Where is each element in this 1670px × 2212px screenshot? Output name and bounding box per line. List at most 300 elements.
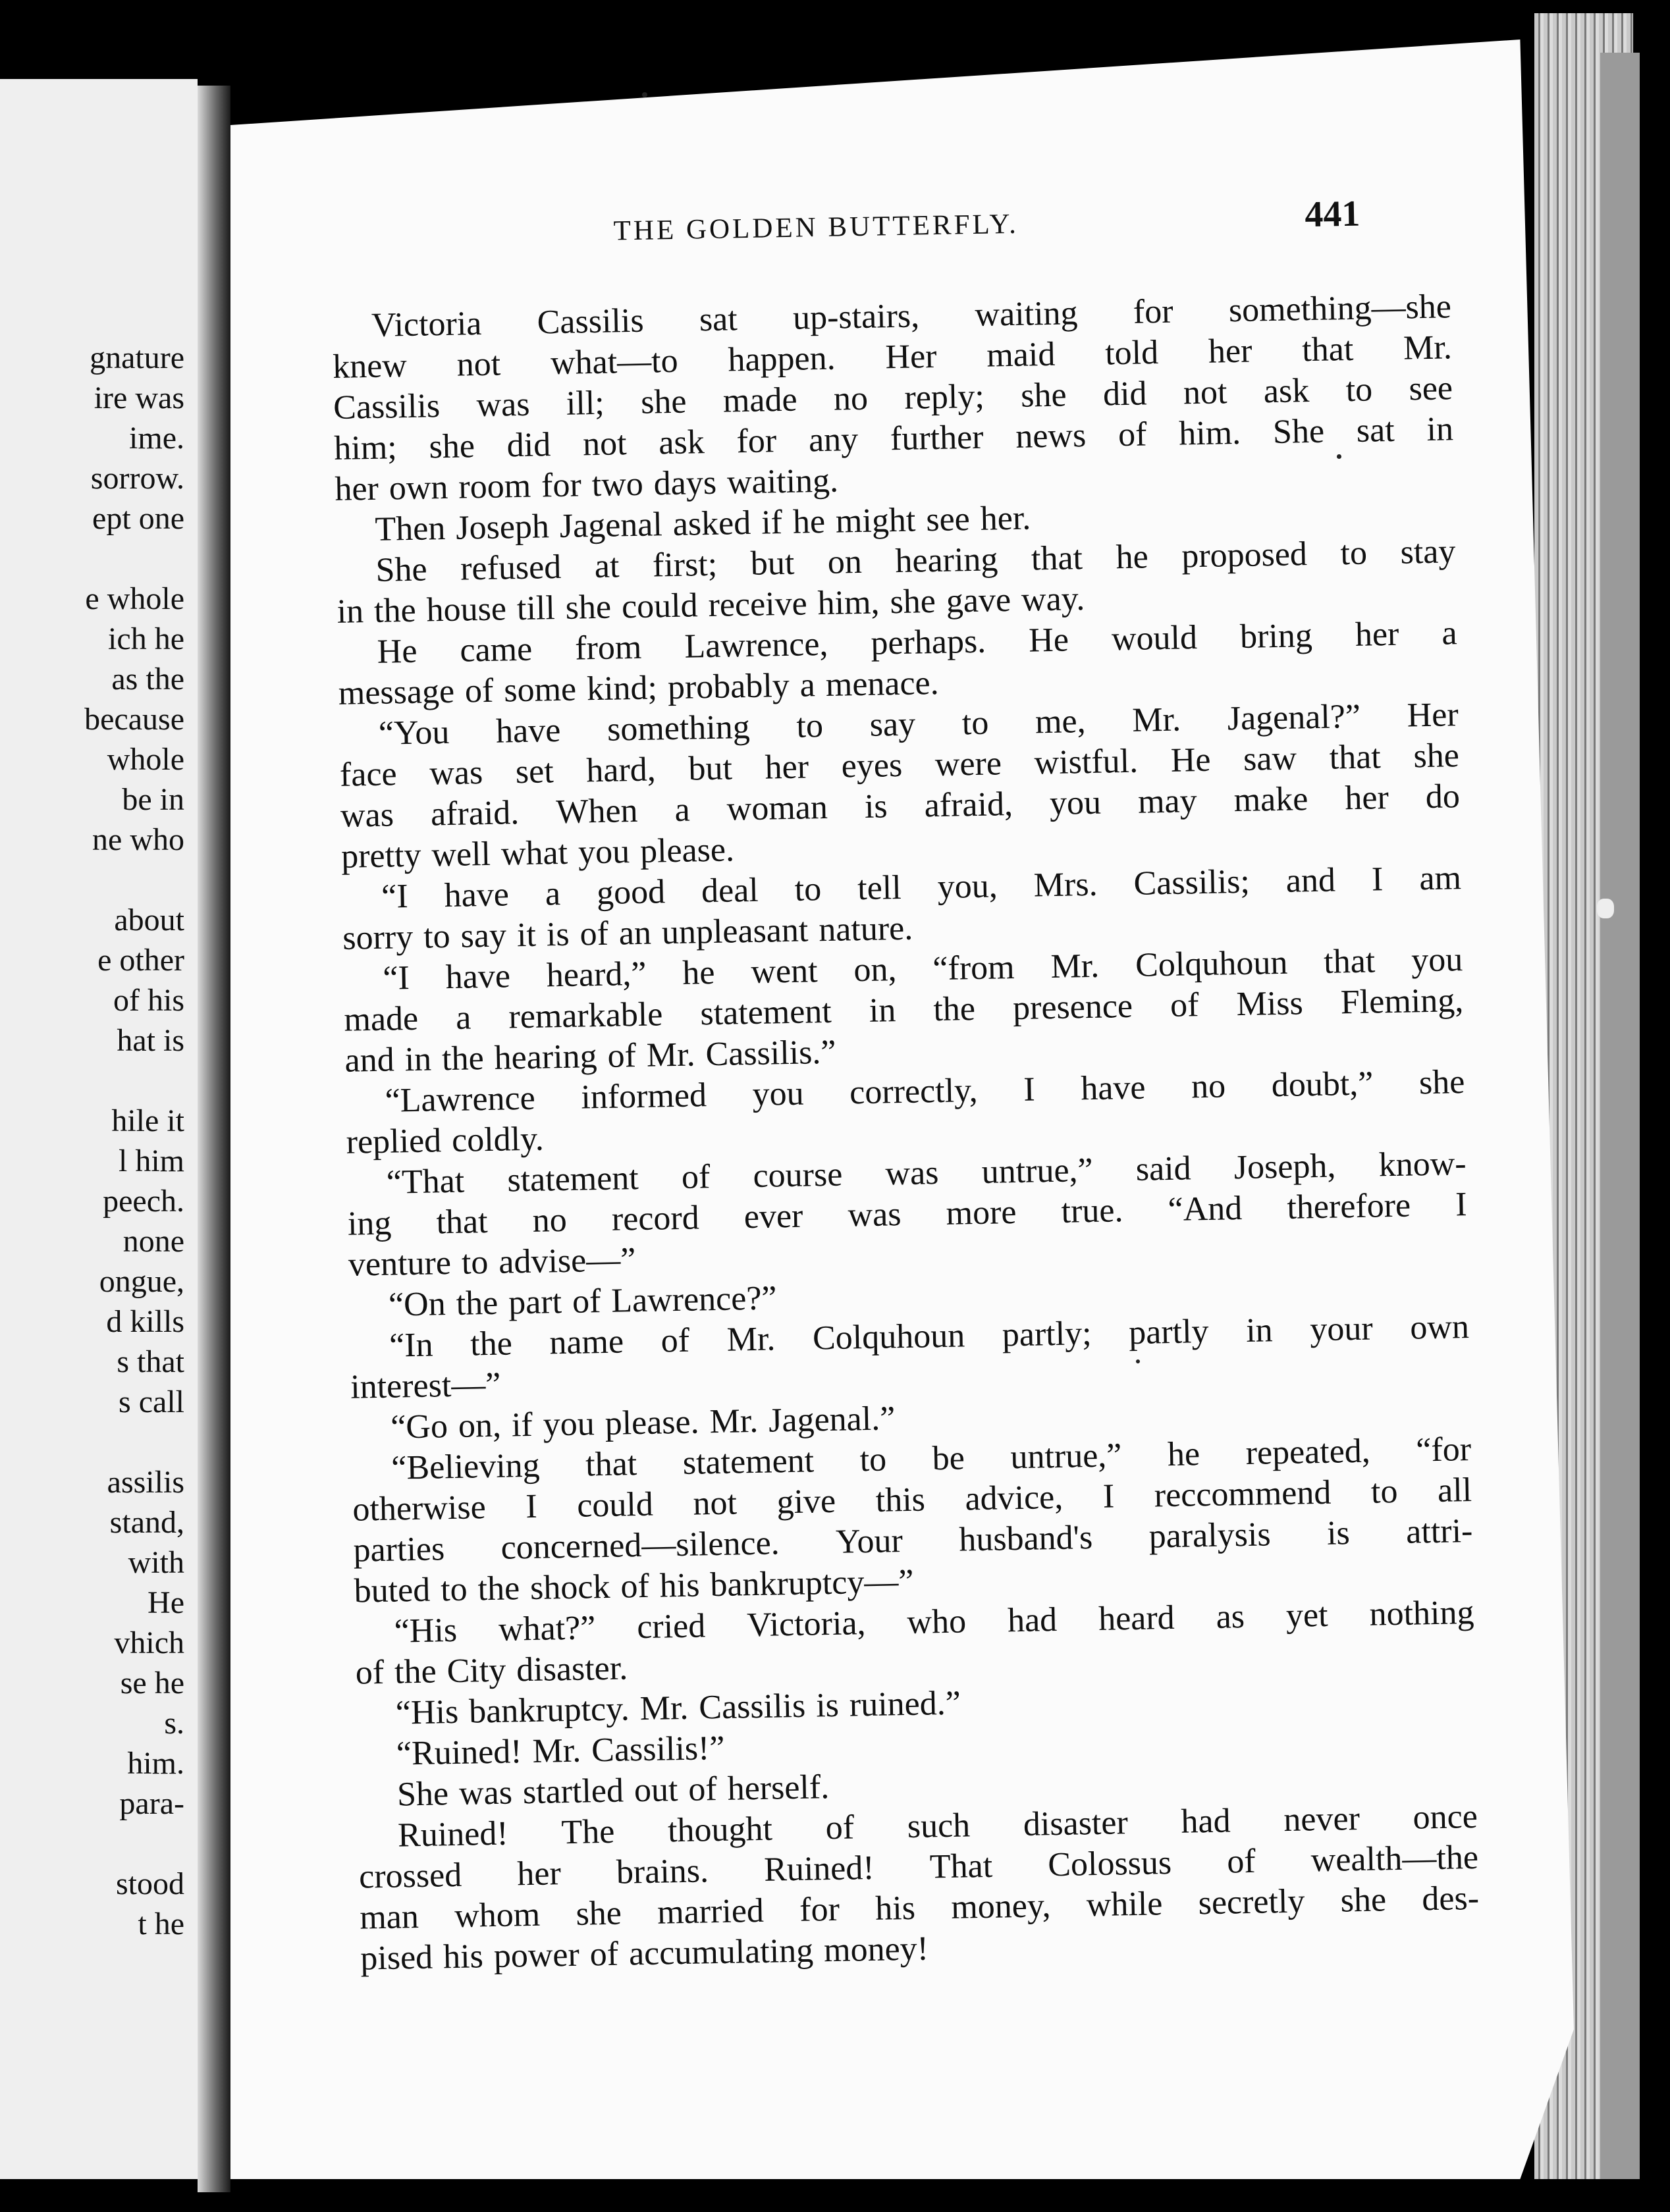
word: he	[792, 502, 826, 541]
left-page-line: ich he	[108, 621, 184, 656]
word: unpleasant	[661, 911, 809, 952]
word: something	[606, 708, 751, 749]
word: He	[1170, 741, 1211, 779]
word: am	[1418, 859, 1462, 898]
word: power	[493, 1936, 580, 1976]
left-page-line: s that	[117, 1344, 184, 1379]
word: you	[578, 833, 630, 872]
word: he	[1116, 538, 1149, 577]
word: thought	[667, 1810, 773, 1850]
word: her	[765, 748, 809, 787]
word: while	[1086, 1885, 1163, 1924]
word: ask	[1263, 372, 1310, 411]
running-head: THE GOLDEN BUTTERFLY.	[613, 208, 1019, 247]
word: something—she	[1228, 288, 1452, 330]
word: Colossus	[1047, 1844, 1172, 1884]
word: say	[460, 916, 507, 955]
word: sorry	[342, 918, 414, 957]
word: of	[620, 1567, 650, 1606]
word: He	[1028, 621, 1069, 660]
word: “That	[386, 1162, 465, 1201]
word: was	[476, 385, 530, 425]
word: Victoria,	[746, 1604, 866, 1645]
word: but	[750, 544, 795, 583]
word: the	[477, 1569, 520, 1608]
word: in	[1426, 410, 1454, 448]
word: stay	[1400, 533, 1456, 571]
word: was	[429, 754, 483, 793]
body-text	[331, 283, 1480, 1976]
word: nothing	[1369, 1593, 1474, 1633]
word: cried	[636, 1607, 706, 1646]
word: could	[576, 1485, 654, 1525]
word: afraid.	[430, 794, 520, 833]
word: Cassilis.”	[705, 1033, 836, 1074]
word: that	[436, 1203, 489, 1242]
word: nature.	[818, 909, 913, 949]
word: such	[907, 1806, 971, 1846]
left-page-line: se he	[120, 1666, 184, 1700]
word: therefore	[1286, 1186, 1411, 1226]
word: please.	[639, 831, 735, 870]
word: remarkable	[508, 995, 663, 1036]
word: message	[338, 672, 455, 712]
word: presence	[1012, 987, 1133, 1028]
word: but	[687, 749, 733, 788]
word: face	[339, 755, 398, 794]
word: me,	[1035, 702, 1087, 741]
word: Mrs.	[1033, 865, 1098, 905]
word: replied	[346, 1122, 442, 1161]
word: interest—”	[350, 1365, 501, 1406]
word: more	[946, 1194, 1017, 1232]
word: receive	[708, 585, 808, 625]
word: course	[753, 1155, 843, 1195]
word: some	[503, 670, 577, 710]
left-page-line: as the	[111, 662, 184, 697]
word: proposed	[1181, 535, 1308, 575]
word: advise—”	[498, 1241, 636, 1281]
word: made	[722, 381, 798, 420]
word: did	[1102, 375, 1147, 413]
word: Lawrence,	[684, 625, 828, 666]
word: not	[1183, 373, 1227, 412]
word: in	[404, 1040, 432, 1079]
word: that	[1301, 330, 1354, 369]
word: money!	[823, 1930, 929, 1970]
word: out	[633, 1771, 678, 1810]
word: not	[582, 425, 627, 463]
word: ever	[743, 1197, 803, 1236]
word: untrue,”	[981, 1151, 1094, 1191]
word: reccommend	[1154, 1473, 1332, 1515]
word: please.	[605, 1403, 700, 1442]
word: she	[565, 588, 612, 627]
word: That	[929, 1847, 993, 1886]
word: him;	[333, 429, 398, 467]
word: you	[1049, 783, 1102, 823]
left-page-line: ongue,	[99, 1264, 184, 1299]
word: it	[516, 916, 537, 955]
word: woman	[726, 788, 828, 828]
word: untrue,”	[1010, 1436, 1122, 1477]
word: sat	[1356, 411, 1395, 450]
word: deal	[701, 871, 759, 910]
word: disaster	[1023, 1804, 1129, 1843]
left-page-line: be in	[122, 782, 184, 817]
word: I	[525, 1487, 538, 1526]
word: Her	[1407, 696, 1459, 735]
word: Mr.	[709, 1402, 759, 1441]
word: tell	[857, 869, 902, 908]
word: him,	[817, 583, 880, 623]
page-number: 441	[1304, 193, 1360, 236]
word: Joseph,	[1233, 1147, 1336, 1187]
word: She	[375, 550, 428, 589]
word: Then	[375, 510, 446, 548]
left-page-line: t he	[138, 1907, 184, 1941]
scan-speck	[1597, 899, 1614, 918]
word: Jagenal?”	[1227, 697, 1361, 738]
word: the	[470, 1325, 513, 1363]
word: any	[808, 421, 859, 460]
word: She	[396, 1775, 449, 1814]
word: man	[359, 1898, 419, 1937]
word: knew	[332, 346, 408, 386]
left-page-line: peech.	[103, 1184, 184, 1219]
word: you,	[937, 867, 998, 907]
word: secretly	[1198, 1882, 1305, 1922]
word: his	[659, 1566, 700, 1605]
word: money,	[950, 1887, 1051, 1926]
scan-speck	[642, 92, 647, 97]
word: for	[736, 422, 777, 461]
word: kind;	[586, 669, 658, 708]
word: she	[890, 583, 936, 621]
word: to	[1340, 534, 1368, 573]
word: correctly,	[849, 1072, 979, 1112]
word: Lawrence?”	[610, 1279, 777, 1320]
word: record	[611, 1199, 700, 1238]
word: he	[1167, 1435, 1200, 1474]
left-page-line: s call	[119, 1384, 184, 1419]
word: disaster.	[516, 1649, 628, 1689]
left-page-line: hat is	[117, 1023, 184, 1058]
word: had	[1181, 1802, 1231, 1841]
word: her	[1344, 779, 1389, 818]
word: yet	[1285, 1596, 1329, 1635]
word: informed	[580, 1076, 707, 1117]
word: name	[549, 1323, 624, 1362]
word: you	[1411, 941, 1463, 980]
word: a	[1441, 614, 1457, 652]
word: on	[827, 542, 863, 581]
word: all	[1437, 1471, 1472, 1510]
word: she	[429, 427, 475, 466]
left-page-line: ime.	[129, 421, 184, 456]
word: paralysis	[1148, 1515, 1272, 1556]
word: Cassilis	[333, 387, 441, 427]
word: of	[681, 1158, 711, 1196]
word: made	[344, 999, 419, 1039]
word: “Lawrence	[385, 1079, 536, 1120]
left-page-line: He	[148, 1585, 184, 1620]
word: own	[1409, 1308, 1470, 1347]
word: her	[516, 1855, 562, 1893]
word: “His	[394, 1611, 458, 1650]
word: is	[864, 787, 888, 826]
word: of	[464, 672, 494, 710]
word: what—to	[550, 342, 679, 382]
left-page-line: e whole	[85, 581, 184, 616]
word: on,	[458, 1406, 502, 1445]
word: Colquhoun	[1135, 943, 1288, 984]
word: “And	[1168, 1190, 1243, 1229]
word: could	[621, 587, 699, 626]
word: “Believing	[391, 1446, 541, 1487]
left-page-line: stood	[115, 1866, 184, 1901]
word: to	[440, 1570, 468, 1609]
book-cover-edge	[1600, 53, 1640, 2179]
word: ask	[658, 423, 705, 462]
word: till	[516, 589, 556, 628]
word: des-	[1421, 1879, 1480, 1918]
word: might	[835, 501, 916, 540]
word: “I	[381, 878, 409, 916]
word: once	[1413, 1797, 1478, 1837]
word: repeated,	[1245, 1432, 1371, 1473]
word: he	[682, 953, 715, 992]
word: see	[925, 500, 971, 539]
word: wistful.	[1034, 742, 1139, 782]
word: Colquhoun	[812, 1317, 965, 1357]
word: to	[1370, 1472, 1398, 1511]
left-page-line: him.	[127, 1746, 184, 1781]
book-gutter	[198, 86, 230, 2192]
word: the	[932, 990, 976, 1029]
word: is	[815, 1686, 840, 1725]
word: an	[618, 914, 652, 953]
word: she	[1418, 1063, 1465, 1102]
word: not	[456, 345, 501, 384]
word: Miss	[1236, 984, 1304, 1024]
word: When	[555, 791, 639, 831]
word: no	[1191, 1067, 1226, 1106]
word: she	[576, 1894, 622, 1933]
word: happen.	[727, 339, 836, 379]
word: and	[344, 1041, 395, 1080]
word: venture	[348, 1244, 452, 1284]
word: statement	[506, 1159, 639, 1199]
word: went	[750, 952, 819, 991]
word: statement	[699, 992, 832, 1033]
word: to	[859, 1440, 887, 1479]
word: say	[869, 705, 916, 744]
word: if	[511, 1406, 533, 1444]
word: hearing	[494, 1038, 598, 1077]
word: buted	[354, 1571, 431, 1610]
word: partly	[1128, 1312, 1210, 1352]
word: no	[833, 379, 869, 418]
word: house	[426, 590, 507, 629]
word: I	[1023, 1070, 1036, 1109]
word: was	[340, 796, 394, 835]
word: otherwise	[352, 1488, 487, 1529]
left-page-line: e other	[97, 943, 184, 978]
word: was	[885, 1154, 939, 1193]
word: his	[443, 1937, 484, 1976]
word: to	[461, 1244, 489, 1282]
word: ruined.”	[849, 1684, 961, 1724]
word: a	[674, 791, 691, 829]
left-page-line: none	[122, 1224, 184, 1259]
word: to	[423, 917, 451, 956]
word: pised	[360, 1938, 433, 1978]
word: herself.	[727, 1768, 830, 1808]
scan-speck	[1337, 454, 1341, 459]
word: Mr.	[1131, 700, 1181, 739]
word: see	[1409, 369, 1453, 408]
word: afraid,	[924, 785, 1013, 825]
word: parties	[353, 1530, 445, 1569]
word: hard,	[585, 750, 657, 790]
word: her.	[980, 499, 1031, 538]
word: never	[1283, 1800, 1360, 1839]
word: do	[1425, 777, 1461, 816]
word: she	[1340, 1881, 1387, 1920]
word: and	[1285, 861, 1336, 900]
word: of	[589, 1935, 619, 1974]
word: Mr.	[726, 1320, 776, 1359]
word: Cassilis	[537, 302, 645, 342]
word: “His	[395, 1693, 459, 1732]
word: to	[1345, 371, 1373, 409]
word: Mr.	[532, 1731, 581, 1770]
word: did	[506, 426, 551, 465]
word: startled	[522, 1772, 624, 1812]
word: the	[373, 591, 417, 630]
word: to	[961, 704, 989, 743]
word: have	[495, 712, 561, 750]
word: I	[1371, 860, 1384, 899]
left-page-line: sorrow.	[90, 461, 184, 496]
word: wealth—the	[1310, 1838, 1479, 1880]
word: married	[657, 1891, 765, 1932]
word: I	[1455, 1186, 1468, 1224]
word: a	[545, 875, 561, 913]
word: heard	[1098, 1598, 1175, 1638]
word: may	[1137, 782, 1198, 821]
word: advice,	[965, 1478, 1064, 1518]
word: good	[596, 873, 666, 912]
word: maid	[986, 335, 1056, 375]
left-page-line: l him	[118, 1144, 184, 1178]
word: have	[1080, 1068, 1146, 1108]
word: that	[1031, 539, 1083, 578]
left-page-line: ire was	[94, 381, 184, 415]
word: days	[653, 463, 717, 503]
scan-speck	[1136, 1359, 1140, 1363]
word: that	[1329, 738, 1382, 777]
word: had	[1007, 1601, 1058, 1640]
word: Cassilis;	[1133, 862, 1251, 903]
word: of	[1226, 1842, 1256, 1881]
left-page-line: ne who	[92, 822, 184, 857]
word: “from	[932, 949, 1015, 988]
word: your	[1309, 1309, 1374, 1349]
word: for	[799, 1890, 840, 1929]
word: her	[334, 469, 379, 508]
word: told	[1104, 334, 1159, 373]
word: you	[752, 1074, 805, 1113]
word: husband's	[958, 1519, 1093, 1559]
word: her	[1355, 615, 1399, 654]
word: Victoria	[371, 305, 482, 344]
word: the	[394, 1652, 437, 1691]
word: “Ruined!	[396, 1733, 523, 1773]
word: Her	[884, 337, 937, 377]
word: bankruptcy.	[468, 1690, 630, 1731]
word: if	[761, 504, 783, 542]
word: no	[532, 1201, 568, 1240]
word: own	[389, 468, 448, 508]
word: well	[431, 835, 491, 874]
word: menace.	[825, 664, 940, 704]
word: bankruptcy—”	[709, 1562, 914, 1604]
left-page-line: vhich	[114, 1625, 184, 1660]
word: to	[795, 707, 824, 745]
word: Your	[835, 1522, 903, 1561]
word: first;	[652, 545, 718, 585]
word: the	[441, 1040, 485, 1078]
word: of	[355, 1653, 385, 1692]
word: waiting.	[726, 461, 839, 502]
word: eyes	[841, 746, 903, 785]
word: shock	[529, 1567, 610, 1607]
word: Ruined!	[397, 1814, 509, 1855]
word: Mr.	[1403, 329, 1453, 367]
word: is	[546, 915, 570, 954]
word: The	[560, 1812, 615, 1852]
word: He	[377, 632, 418, 671]
word: heard,”	[546, 955, 647, 995]
word: of	[687, 1770, 718, 1808]
word: her	[1208, 332, 1252, 371]
word: doubt,”	[1271, 1065, 1374, 1105]
left-page-line: whole	[107, 742, 184, 777]
word: waiting	[975, 294, 1078, 334]
word: that	[585, 1445, 637, 1484]
word: of	[825, 1808, 855, 1847]
word: him.	[1178, 413, 1241, 453]
word: refused	[460, 548, 562, 588]
word: ing	[347, 1204, 392, 1243]
word: to	[794, 870, 822, 908]
left-page-line: hile it	[111, 1103, 184, 1138]
left-page-line: gnature	[90, 340, 184, 375]
word: partly;	[1002, 1315, 1092, 1354]
word: of	[579, 914, 609, 953]
word: probably	[667, 666, 790, 707]
word: accumulating	[628, 1932, 814, 1973]
left-page-line: stand,	[109, 1505, 184, 1540]
word: attri-	[1405, 1512, 1473, 1551]
word: whom	[454, 1895, 541, 1936]
word: have	[445, 957, 511, 997]
left-page	[0, 79, 198, 2179]
word: Mr.	[1050, 947, 1100, 986]
word: perhaps.	[870, 622, 986, 662]
